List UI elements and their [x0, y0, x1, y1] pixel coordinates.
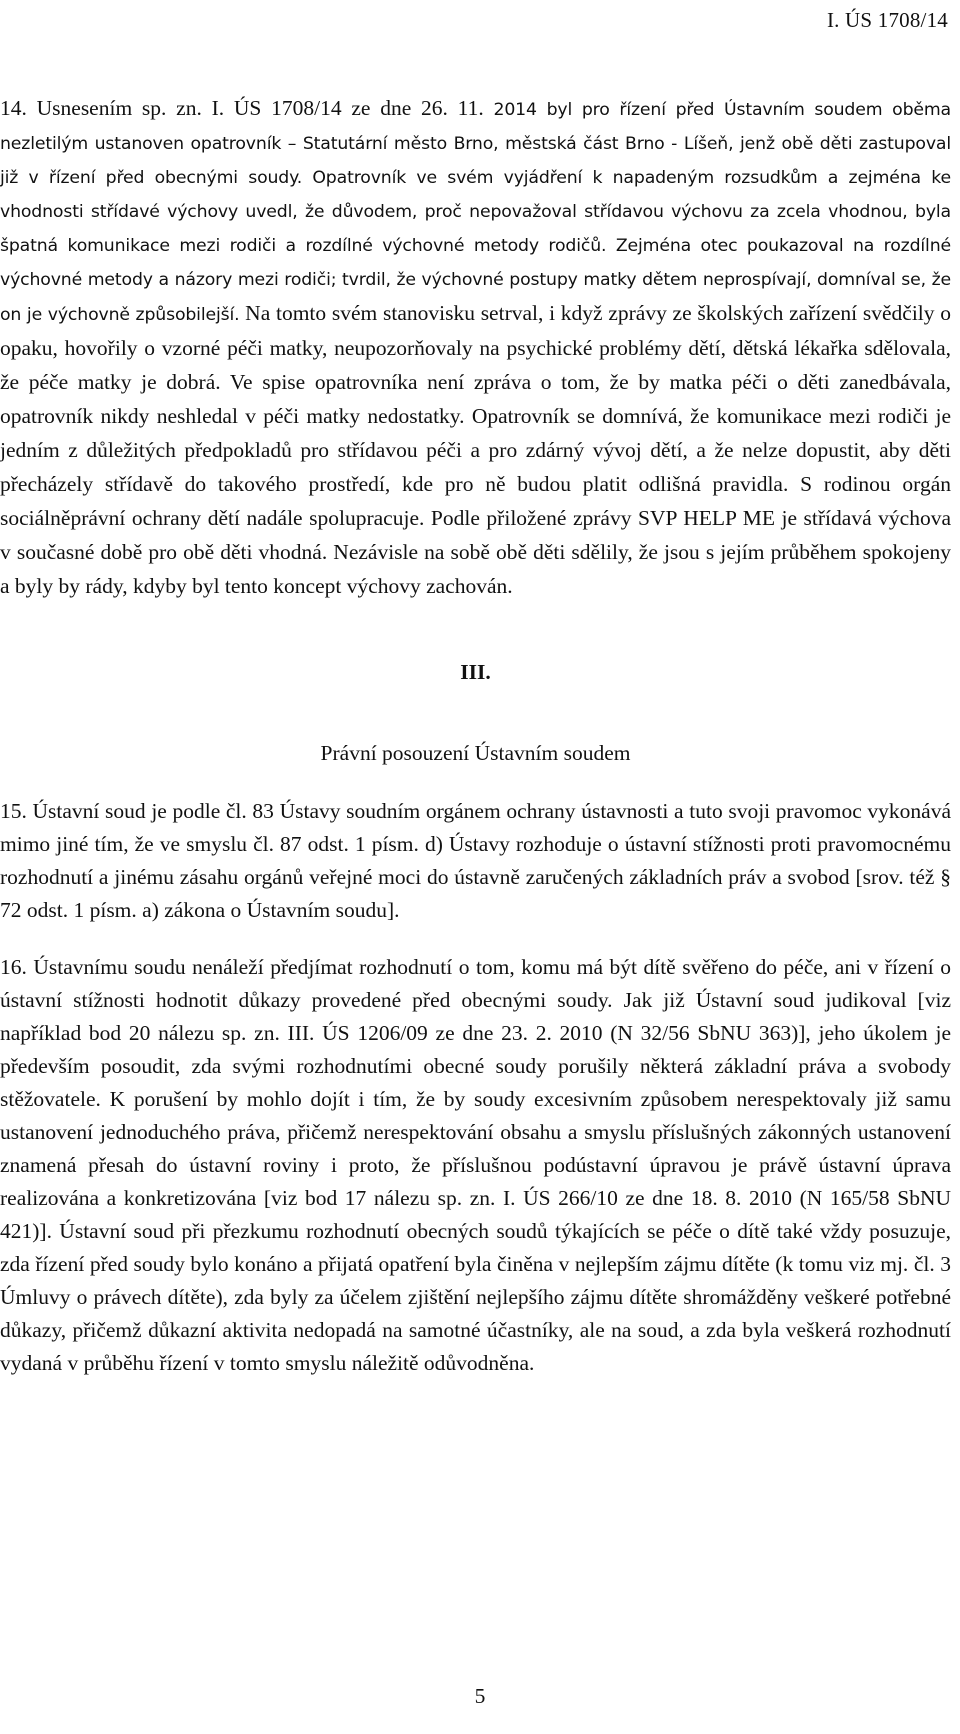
paragraph-16: 16. Ústavnímu soudu nenáleží předjímat rozhodnutí o tom, komu má být dítě svěřeno do péče, ani v řízení o ústavní stížnosti hodnotit důkazy provedené před obecnými soudy. Jak již Ústavní soud judikoval [viz například bod 20 nálezu sp. zn. III. ÚS 1206/09 ze dne 23. 2. 2010 (N 32/56 SbNU 363)], jeho úkolem je především posoudit, zda svými rozhodnutími obecné soudy porušily některá základní práva a svobody stěžovatele. K porušení by mohlo dojít i tím, že by soudy excesivním způsobem nerespektovaly již samu ustanovení jednoduchého práva, přičemž nerespektování obsahu a smyslu příslušných zákonných ustanovení znamená přesah do ústavní roviny i proto, že příslušnou podústavní úpravou je právě ústavní úprava realizována a konkretizována [viz bod 17 nálezu sp. zn. I. ÚS 266/10 ze dne 18. 8. 2010 (N 165/58 SbNU 421)]. Ústavní soud při přezkumu rozhodnutí obecných soudů týkajících se péče o dítě také vždy posuzuje, zda řízení před soudy bylo konáno a přijatá opatření byla činěna v nejlepším zájmu dítěte (k tomu viz mj. čl. 3 Úmluvy o právech dítěte), zda byly za účelem zjištění nejlepšího zájmu dítěte shromážděny veškeré potřebné důkazy, přičemž důkazní aktivita nedopadá na samotné účastníky, ale na soud, a zda byla veškerá rozhodnutí vydaná v průběhu řízení v tomto smyslu náležitě odůvodněna. [0, 955, 951, 1375]
section-number: III. [460, 660, 491, 684]
paragraph-14-run: Na tomto svém stanovisku setrval, i když zprávy ze školských zařízení svědčily o opaku, hovořily o vzorné péči matky, neupozorňovaly na psychické problémy dětí, dětská lékařka sdělovala, že péče matky je dobrá. Ve spise opatrovníka není zpráva o tom, že by matka péči o děti zanedbávala, opatrovník nikdy neshledal v péči matky nedostatky. Opatrovník se domnívá, že komunikace mezi rodiči je jedním z důležitých předpokladů pro střídavou péči a pro zdárný vývoj dětí, a že nelze dopustit, aby děti přecházely střídavě do takového prostředí, kde pro ně budou platit odlišná pravidla. S rodinou orgán sociálněprávní ochrany dětí nadále spolupracuje. Podle přiložené zprávy SVP HELP ME je střídavá výchova v současné době pro obě děti vhodná. Nezávisle na sobě obě děti sdělily, že jsou s jejím průběhem spokojeny a byly by rády, kdyby byl tento koncept výchovy zachován. [0, 301, 951, 598]
document-body [0, 92, 951, 1380]
paragraph-14-run: 14. Usnesením sp. zn. I. ÚS 1708/14 ze dne 26. 11. [0, 96, 494, 120]
paragraph-15: 15. Ústavní soud je podle čl. 83 Ústavy soudním orgánem ochrany ústavnosti a tuto svoji pravomoc vykonává mimo jiné tím, že ve smyslu čl. 87 odst. 1 písm. d) Ústavy rozhoduje o ústavní stížnosti proti pravomocnému rozhodnutí a jinému zásahu orgánů veřejné moci do ústavně zaručených základních práv a svobod [srov. též § 72 odst. 1 písm. a) zákona o Ústavním soudu]. [0, 799, 951, 922]
paragraph-14 [0, 92, 951, 604]
page-number: 5 [474, 1684, 486, 1708]
paragraph-14-run: 2014 byl pro řízení před Ústavním soudem oběma nezletilým ustanoven opatrovník – Statutární město Brno, městská část Brno - Líšeň, jenž obě děti zastupoval již v řízení před obecnými soudy. Opatrovník ve svém vyjádření k napadeným rozsudkům a zejména ke vhodnosti střídavé výchovy uvedl, že důvodem, proč nepovažoval střídavou výchovu za zcela vhodnou, byla špatná komunikace mezi rodiči a rozdílné výchovné metody rodičů. Zejména otec poukazoval na rozdílné výchovné metody a názory mezi rodiči; tvrdil, že výchovné postupy matky dětem neprospívají, domníval se, že on je výchovně způsobilejší. [0, 100, 951, 325]
section-title: Právní posouzení Ústavním soudem [320, 741, 631, 765]
case-reference-header: I. ÚS 1708/14 [826, 8, 948, 32]
